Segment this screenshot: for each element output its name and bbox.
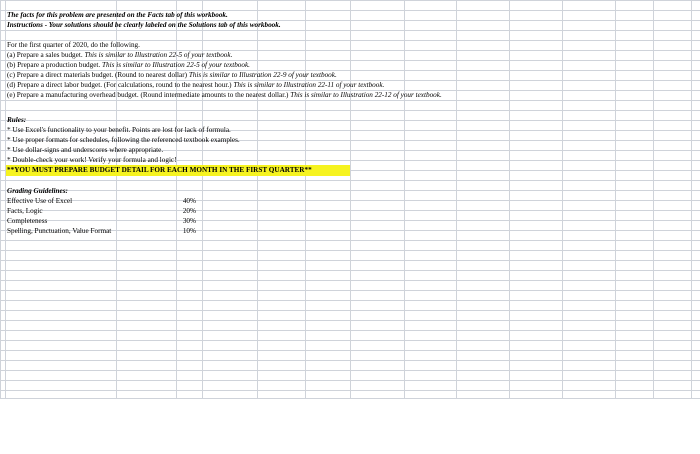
- column-divider: [305, 0, 306, 398]
- column-divider: [615, 0, 616, 398]
- grading-label[interactable]: Spelling, Punctuation, Value Format: [7, 227, 112, 235]
- grading-label[interactable]: Completeness: [7, 217, 48, 225]
- column-divider: [456, 0, 457, 398]
- grading-label[interactable]: Facts, Logic: [7, 207, 43, 215]
- task-item-ref: This is similar to Illustration 22-5 of your textbook.: [84, 51, 233, 59]
- column-divider: [691, 0, 692, 398]
- grading-percent[interactable]: 10%: [182, 227, 196, 235]
- task-item-text: (a) Prepare a sales budget.: [7, 51, 83, 59]
- task-intro[interactable]: For the first quarter of 2020, do the following.: [7, 41, 140, 49]
- task-item-ref: This is similar to Illustration 22-5 of your textbook.: [102, 61, 250, 69]
- grading-heading[interactable]: Grading Guidelines:: [7, 187, 68, 195]
- grading-percent[interactable]: 30%: [182, 217, 196, 225]
- column-divider: [404, 0, 405, 398]
- task-item-e[interactable]: [7, 90, 442, 101]
- task-item-ref: This is similar to Illustration 22-12 of your textbook.: [290, 91, 442, 99]
- column-divider: [562, 0, 563, 398]
- facts-line[interactable]: The facts for this problem are presented on the Facts tab of this workbook.: [7, 11, 228, 19]
- task-item-text: (c) Prepare a direct materials budget. (Round to nearest dollar): [7, 71, 188, 79]
- column-divider: [350, 0, 351, 398]
- column-divider: [509, 0, 510, 398]
- rules-heading[interactable]: Rules:: [7, 116, 27, 124]
- rule-item[interactable]: * Use dollar-signs and underscores where appropriate.: [7, 146, 164, 154]
- rule-item[interactable]: * Use Excel's functionality to your benefit. Points are lost for lack of formula.: [7, 126, 231, 134]
- column-divider: [257, 0, 258, 398]
- column-divider: [653, 0, 654, 398]
- blank-area: [0, 398, 700, 454]
- grading-percent[interactable]: 20%: [182, 207, 196, 215]
- task-item-text: (e) Prepare a manufacturing overhead budget. (Round intermediate amounts to the nearest dollar.): [7, 91, 289, 99]
- task-item-ref: This is similar to Illustration 22-9 of your textbook.: [188, 71, 337, 79]
- instructions-line[interactable]: Instructions - Your solutions should be clearly labeled on the Solutions tab of this workbook.: [7, 21, 281, 29]
- grading-percent[interactable]: 40%: [182, 197, 196, 205]
- task-item-ref: This is similar to Illustration 22-11 of your textbook.: [233, 81, 385, 89]
- rule-item[interactable]: * Double-check your work! Verify your formula and logic!: [7, 156, 177, 164]
- task-item-text: (b) Prepare a production budget.: [7, 61, 101, 69]
- rule-item[interactable]: * Use proper formats for schedules, following the referenced textbook examples.: [7, 136, 240, 144]
- grading-label[interactable]: Effective Use of Excel: [7, 197, 73, 205]
- column-divider: [5, 0, 6, 398]
- task-item-text: (d) Prepare a direct labor budget. (For calculations, round to the nearest hour.): [7, 81, 232, 89]
- budget-detail-warning[interactable]: **YOU MUST PREPARE BUDGET DETAIL FOR EACH MONTH IN THE FIRST QUARTER**: [7, 166, 312, 174]
- grid-bottom-edge: [0, 398, 700, 399]
